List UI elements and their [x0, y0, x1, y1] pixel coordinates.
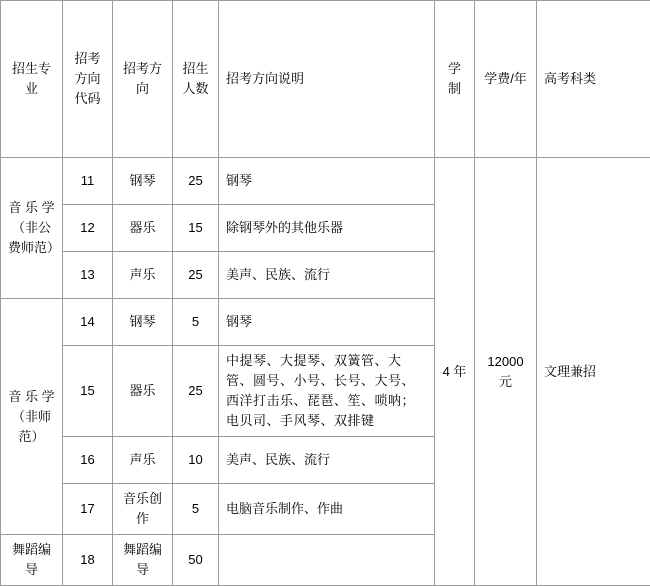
- code-cell: 12: [63, 205, 113, 252]
- major-cell: 音 乐 学（非师范）: [1, 299, 63, 535]
- direction-cell: 钢琴: [113, 158, 173, 205]
- count-cell: 5: [173, 299, 219, 346]
- direction-cell: 声乐: [113, 437, 173, 484]
- code-cell: 11: [63, 158, 113, 205]
- description-cell: 钢琴: [219, 299, 435, 346]
- header-direction: 招考方向: [113, 1, 173, 158]
- table-header-row: [1, 1, 650, 158]
- table-row: [1, 158, 650, 205]
- code-cell: 16: [63, 437, 113, 484]
- major-cell: 舞蹈编导: [1, 535, 63, 586]
- code-cell: 15: [63, 346, 113, 437]
- years-cell: 4 年: [435, 158, 475, 586]
- direction-cell: 钢琴: [113, 299, 173, 346]
- code-cell: 18: [63, 535, 113, 586]
- direction-cell: 音乐创作: [113, 484, 173, 535]
- description-cell: 钢琴: [219, 158, 435, 205]
- description-cell: [219, 535, 435, 586]
- count-cell: 25: [173, 346, 219, 437]
- header-fee: 学费/年: [475, 1, 537, 158]
- description-cell: 美声、民族、流行: [219, 252, 435, 299]
- header-years: 学制: [435, 1, 475, 158]
- description-cell: 美声、民族、流行: [219, 437, 435, 484]
- direction-cell: 器乐: [113, 205, 173, 252]
- header-major: 招生专业: [1, 1, 63, 158]
- header-count: 招生人数: [173, 1, 219, 158]
- code-cell: 14: [63, 299, 113, 346]
- direction-cell: 器乐: [113, 346, 173, 437]
- direction-cell: 声乐: [113, 252, 173, 299]
- code-cell: 17: [63, 484, 113, 535]
- major-cell: 音 乐 学（非公费师范）: [1, 158, 63, 299]
- count-cell: 15: [173, 205, 219, 252]
- description-cell: 除钢琴外的其他乐器: [219, 205, 435, 252]
- fee-cell: 12000 元: [475, 158, 537, 586]
- header-code: 招考方向代码: [63, 1, 113, 158]
- count-cell: 25: [173, 158, 219, 205]
- header-subject: 高考科类: [537, 1, 650, 158]
- count-cell: 50: [173, 535, 219, 586]
- header-description: 招考方向说明: [219, 1, 435, 158]
- subject-cell: 文理兼招: [537, 158, 650, 586]
- code-cell: 13: [63, 252, 113, 299]
- count-cell: 25: [173, 252, 219, 299]
- direction-cell: 舞蹈编导: [113, 535, 173, 586]
- description-cell: 电脑音乐制作、作曲: [219, 484, 435, 535]
- count-cell: 10: [173, 437, 219, 484]
- count-cell: 5: [173, 484, 219, 535]
- description-cell: 中提琴、大提琴、双簧管、大管、圆号、小号、长号、大号、西洋打击乐、琵琶、笙、唢呐；电贝司、手风琴、双排键: [219, 346, 435, 437]
